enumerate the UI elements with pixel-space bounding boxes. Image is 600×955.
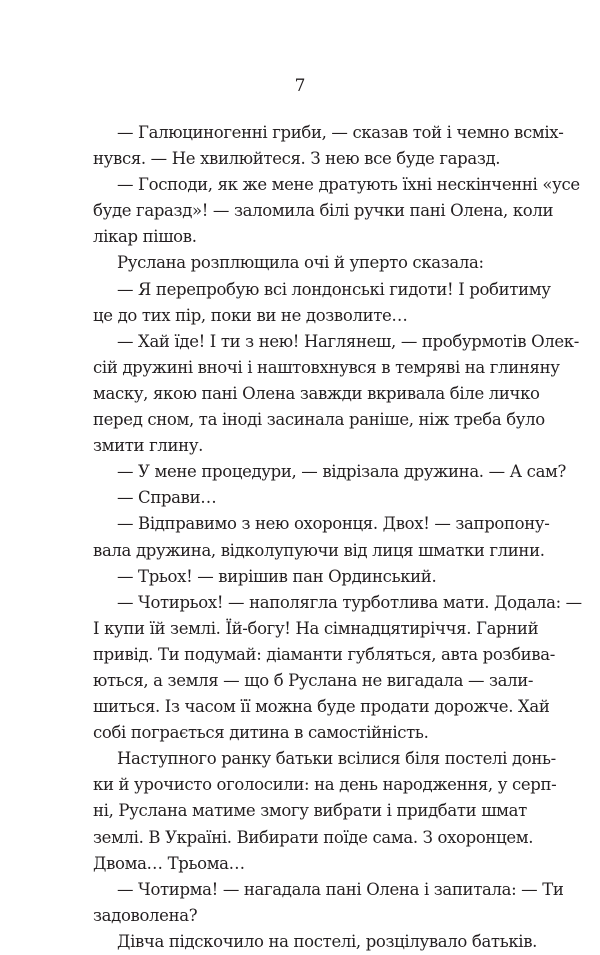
text-line: Руслана розплющила очі й уперто сказала: [117, 253, 484, 273]
text-line: Дівча підскочило на постелі, розцілувало батьків. [117, 931, 538, 951]
text-line: — Справи… [117, 488, 217, 508]
text-line: — Чотирма! — нагадала пані Олена і запитала: — Ти [117, 879, 564, 899]
text-line: собі пограється дитина в самостійність. [93, 723, 429, 743]
text-line: — Трьох! — вирішив пан Ординський. [117, 566, 437, 586]
text-line: І купи їй землі. Їй-богу! На сімнадцятиріччя. Гарний [93, 618, 539, 638]
text-line: ки й урочисто оголосили: на день народження, у серп- [93, 775, 557, 795]
text-line: — Галюциногенні гриби, — сказав той і чемно всміх- [117, 123, 564, 142]
text-line: вала дружина, відколупуючи від лиця шматки глини. [93, 540, 545, 560]
text-line: ються, а земля — що б Руслана не вигадала — зали- [93, 670, 534, 690]
text-line: нувся. — Не хвилюйтеся. З нею все буде гаразд. [93, 149, 501, 169]
text-line: змити глину. [93, 436, 204, 456]
text-line: — Відправимо з нею охоронця. Двох! — запропону- [117, 514, 550, 534]
text-line: шиться. Із часом її можна буде продати дорожче. Хай [93, 697, 550, 717]
text-line: Наступного ранку батьки всілися біля постелі донь- [117, 749, 556, 769]
text-line: маску, якою пані Олена завжди вкривала біле личко [93, 383, 540, 403]
text-line: лікар пішов. [93, 227, 197, 247]
text-line: перед сном, та іноді засинала раніше, ніж треба було [93, 410, 545, 430]
text-line: це до тих пір, поки ви не дозволите… [93, 305, 408, 325]
text-line: — Хай їде! І ти з нею! Наглянеш, — пробурмотів Олек- [117, 331, 579, 351]
text-line: привід. Ти подумай: діаманти губляться, авта розбива- [93, 644, 555, 664]
text-line: буде гаразд»! — заломила білі ручки пані Олена, коли [93, 201, 554, 221]
text-line: — У мене процедури, — відрізала дружина. — А сам? [117, 462, 567, 482]
text-line: Двома… Трьома… [93, 853, 245, 873]
text-line: задоволена? [93, 905, 198, 925]
text-line: землі. В Україні. Вибирати поїде сама. З охоронцем. [93, 827, 534, 847]
text-line: ні, Руслана матиме змогу вибрати і придбати шмат [93, 801, 527, 821]
text-line: — Чотирьох! — наполягла турботлива мати. Додала: — [117, 592, 582, 612]
text-line: — Я перепробую всі лондонські гидоти! І робитиму [117, 279, 551, 299]
body-text [93, 120, 582, 955]
page-number: 7 [294, 76, 306, 96]
text-line: сій дружині вночі і наштовхнувся в темряві на глиняну [93, 357, 560, 377]
text-line: — Господи, як же мене дратують їхні нескінченні «усе [117, 175, 580, 195]
